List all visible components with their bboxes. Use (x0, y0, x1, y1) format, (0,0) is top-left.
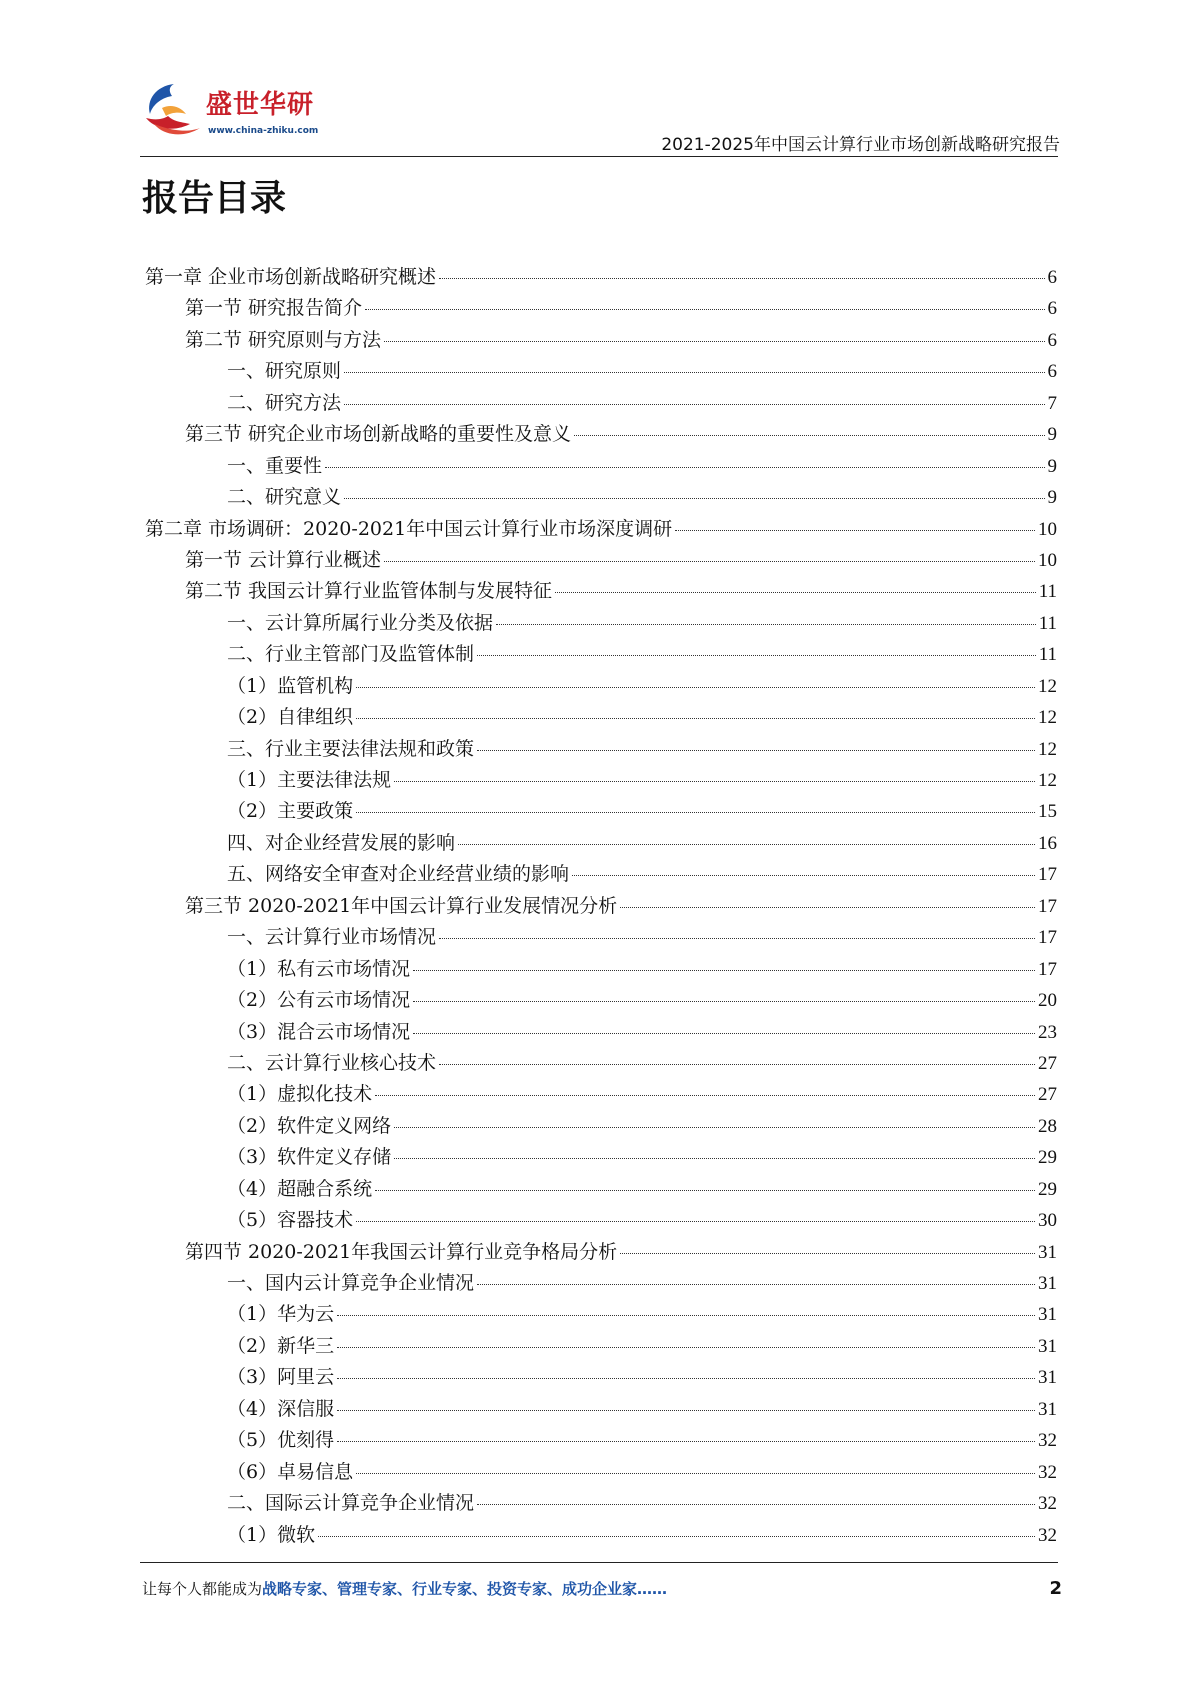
logo-url: www.china-zhiku.com (208, 126, 319, 136)
toc-entry-label: 第一节 研究报告简介 (185, 297, 363, 320)
toc-entry[interactable] (145, 954, 1057, 985)
toc-entry-page: 31 (1038, 1304, 1057, 1326)
toc-leader-dots (375, 1190, 1035, 1191)
toc-entry-page: 10 (1038, 549, 1057, 571)
toc-entry[interactable] (145, 1425, 1057, 1456)
toc-entry-label: （2）主要政策 (227, 800, 354, 823)
toc-leader-dots (365, 309, 1044, 310)
logo-emblem-icon (140, 78, 210, 142)
toc-entry[interactable] (145, 1520, 1057, 1551)
toc-entry[interactable] (145, 639, 1057, 670)
toc-entry[interactable] (145, 1457, 1057, 1488)
toc-entry[interactable] (145, 545, 1057, 576)
toc-entry-page: 12 (1038, 707, 1057, 729)
toc-leader-dots (439, 1064, 1035, 1065)
toc-entry-page: 29 (1038, 1178, 1057, 1200)
toc-leader-dots (344, 404, 1044, 405)
toc-leader-dots (572, 875, 1035, 876)
toc-entry-page: 11 (1038, 612, 1057, 634)
toc-entry[interactable] (145, 419, 1057, 450)
toc-leader-dots (344, 372, 1044, 373)
toc-leader-dots (325, 467, 1044, 468)
toc-entry-page: 17 (1038, 895, 1057, 917)
report-title: 2021-2025年中国云计算行业市场创新战略研究报告 (661, 135, 1060, 155)
toc-entry-page: 6 (1047, 329, 1057, 351)
toc-entry-label: 一、云计算所属行业分类及依据 (227, 611, 494, 634)
toc-entry-page: 6 (1047, 298, 1057, 320)
toc-entry[interactable] (145, 1142, 1057, 1173)
toc-entry-page: 32 (1038, 1524, 1057, 1546)
toc-leader-dots (477, 1284, 1035, 1285)
toc-entry-label: （2）软件定义网络 (227, 1114, 392, 1137)
footer-slogan-lead: 让每个人都能成为 (142, 1580, 263, 1598)
toc-entry-page: 31 (1038, 1273, 1057, 1294)
toc-entry-label: （6）卓易信息 (227, 1460, 354, 1483)
toc-leader-dots (337, 1315, 1035, 1316)
toc-leader-dots (344, 498, 1044, 499)
toc-entry-label: （3）阿里云 (227, 1366, 335, 1389)
toc-entry-label: （1）私有云市场情况 (227, 957, 411, 980)
page-number: 2 (1049, 1578, 1062, 1599)
toc-entry[interactable] (145, 325, 1057, 356)
toc-leader-dots (477, 1504, 1035, 1505)
toc-leader-dots (439, 938, 1035, 939)
toc-entry-page: 15 (1038, 801, 1057, 823)
toc-entry[interactable] (145, 734, 1057, 765)
toc-leader-dots (356, 718, 1035, 719)
footer-divider (140, 1562, 1058, 1563)
toc-entry-label: （1）监管机构 (227, 674, 354, 697)
toc-entry-page: 12 (1038, 770, 1057, 791)
toc-entry-label: （1）主要法律法规 (227, 769, 392, 791)
toc-entry-label: （1）微软 (227, 1523, 316, 1546)
company-logo (140, 78, 320, 150)
toc-entry-page: 9 (1047, 487, 1057, 509)
toc-entry-page: 27 (1038, 1052, 1057, 1074)
toc-entry-page: 30 (1038, 1210, 1057, 1232)
toc-entry-label: （2）新华三 (227, 1334, 335, 1357)
toc-entry-label: （1）华为云 (227, 1303, 335, 1326)
toc-entry[interactable] (145, 1268, 1057, 1299)
toc-entry-page: 17 (1038, 958, 1057, 980)
toc-entry-label: 第一章 企业市场创新战略研究概述 (145, 266, 437, 288)
toc-entry-page: 11 (1038, 644, 1057, 666)
toc-entry-page: 27 (1038, 1084, 1057, 1106)
toc-entry-label: 第二节 研究原则与方法 (185, 328, 382, 351)
toc-entry[interactable] (145, 796, 1057, 827)
toc-entry[interactable] (145, 828, 1057, 859)
toc-entry-label: 一、云计算行业市场情况 (227, 926, 437, 949)
toc-entry[interactable] (145, 388, 1057, 419)
toc-entry-page: 31 (1038, 1335, 1057, 1357)
toc-entry-page: 31 (1038, 1367, 1057, 1389)
header-divider (140, 156, 1058, 157)
toc-entry-label: 二、研究方法 (227, 391, 342, 414)
toc-leader-dots (620, 907, 1035, 908)
page-title: 报告目录 (142, 178, 287, 219)
toc-leader-dots (496, 624, 1036, 625)
toc-entry[interactable] (145, 262, 1057, 293)
toc-entry[interactable] (145, 482, 1057, 513)
toc-entry-label: 第二章 市场调研：2020-2021年中国云计算行业市场深度调研 (145, 517, 673, 540)
toc-leader-dots (356, 1473, 1035, 1474)
toc-leader-dots (337, 1347, 1035, 1348)
toc-entry-page: 7 (1047, 392, 1057, 414)
toc-leader-dots (384, 561, 1035, 562)
toc-entry[interactable] (145, 985, 1057, 1016)
toc-leader-dots (356, 812, 1035, 813)
toc-entry[interactable] (145, 765, 1057, 796)
toc-leader-dots (356, 1221, 1035, 1222)
toc-entry-label: 第四节 2020-2021年我国云计算行业竞争格局分析 (185, 1240, 618, 1263)
toc-leader-dots (413, 1001, 1035, 1002)
toc-leader-dots (439, 278, 1044, 279)
toc-entry-label: 第三节 2020-2021年中国云计算行业发展情况分析 (185, 894, 618, 917)
toc-entry[interactable] (145, 1017, 1057, 1048)
toc-entry[interactable] (145, 922, 1057, 953)
toc-entry-page: 17 (1038, 927, 1057, 949)
page-header (140, 78, 1060, 160)
toc-entry-page: 32 (1038, 1493, 1057, 1515)
toc-entry[interactable] (145, 1205, 1057, 1236)
toc-leader-dots (375, 1095, 1035, 1096)
toc-leader-dots (356, 687, 1035, 688)
toc-entry-page: 32 (1038, 1461, 1057, 1483)
toc-entry-label: （4）深信服 (227, 1397, 335, 1420)
toc-entry-label: 四、对企业经营发展的影响 (227, 831, 456, 854)
toc-entry-page: 6 (1047, 267, 1057, 288)
toc-entry[interactable] (145, 671, 1057, 702)
toc-entry-page: 10 (1038, 518, 1057, 540)
toc-entry[interactable] (145, 451, 1057, 482)
toc-entry-label: 二、研究意义 (227, 486, 342, 509)
toc-leader-dots (675, 530, 1035, 531)
toc-entry-label: 三、行业主要法律法规和政策 (227, 737, 475, 760)
toc-entry-page: 16 (1038, 832, 1057, 854)
footer-slogan-accent: 战略专家、管理专家、行业专家、投资专家、成功企业家…… (262, 1580, 668, 1598)
toc-entry-label: 二、行业主管部门及监管体制 (227, 643, 475, 666)
toc-leader-dots (337, 1441, 1035, 1442)
toc-entry[interactable] (145, 608, 1057, 639)
toc-entry[interactable] (145, 1331, 1057, 1362)
toc-entry-label: （4）超融合系统 (227, 1177, 373, 1200)
toc-entry-page: 31 (1038, 1398, 1057, 1420)
toc-leader-dots (337, 1378, 1035, 1379)
toc-entry[interactable] (145, 1174, 1057, 1205)
table-of-contents (145, 262, 1057, 1551)
toc-entry[interactable] (145, 1048, 1057, 1079)
toc-leader-dots (477, 750, 1035, 751)
toc-leader-dots (620, 1253, 1035, 1254)
toc-entry-label: （1）虚拟化技术 (227, 1083, 373, 1106)
toc-entry[interactable] (145, 576, 1057, 607)
toc-entry[interactable] (145, 702, 1057, 733)
toc-entry-label: 第一节 云计算行业概述 (185, 548, 382, 571)
toc-leader-dots (318, 1536, 1035, 1537)
toc-leader-dots (413, 970, 1035, 971)
toc-entry-label: 一、重要性 (227, 454, 323, 477)
toc-entry-page: 12 (1038, 738, 1057, 760)
toc-entry-page: 9 (1047, 424, 1057, 446)
toc-entry-page: 9 (1047, 455, 1057, 477)
toc-entry-label: （2）公有云市场情况 (227, 989, 411, 1012)
toc-entry-page: 20 (1038, 990, 1057, 1012)
toc-entry-page: 31 (1038, 1241, 1057, 1263)
toc-leader-dots (337, 1410, 1035, 1411)
toc-entry-label: （3）混合云市场情况 (227, 1020, 411, 1043)
toc-entry-page: 29 (1038, 1147, 1057, 1169)
toc-entry-page: 17 (1038, 864, 1057, 886)
toc-entry-label: 一、国内云计算竞争企业情况 (227, 1272, 475, 1294)
toc-entry-page: 23 (1038, 1021, 1057, 1043)
toc-leader-dots (394, 1127, 1035, 1128)
toc-entry[interactable] (145, 1394, 1057, 1425)
toc-entry[interactable] (145, 514, 1057, 545)
toc-entry-label: （3）软件定义存储 (227, 1146, 392, 1169)
toc-entry-label: 一、研究原则 (227, 360, 342, 383)
toc-entry-page: 11 (1038, 581, 1057, 603)
toc-leader-dots (555, 592, 1036, 593)
toc-leader-dots (458, 844, 1035, 845)
toc-entry-page: 32 (1038, 1430, 1057, 1452)
toc-leader-dots (394, 781, 1035, 782)
toc-entry-label: 二、国际云计算竞争企业情况 (227, 1492, 475, 1515)
toc-entry-page: 28 (1038, 1115, 1057, 1137)
toc-entry[interactable] (145, 859, 1057, 890)
toc-entry[interactable] (145, 1299, 1057, 1330)
toc-entry-label: （2）自律组织 (227, 706, 354, 729)
toc-entry-page: 6 (1047, 361, 1057, 383)
toc-entry-label: （5）容器技术 (227, 1209, 354, 1232)
toc-entry[interactable] (145, 293, 1057, 324)
toc-leader-dots (574, 435, 1044, 436)
toc-entry[interactable] (145, 356, 1057, 387)
logo-name: 盛世华研 (206, 90, 315, 120)
toc-entry-label: 第三节 研究企业市场创新战略的重要性及意义 (185, 423, 572, 446)
toc-leader-dots (477, 655, 1036, 656)
toc-entry-label: 五、网络安全审查对企业经营业绩的影响 (227, 863, 570, 886)
toc-leader-dots (413, 1033, 1035, 1034)
toc-entry[interactable] (145, 1362, 1057, 1393)
toc-leader-dots (384, 341, 1044, 342)
toc-entry-label: 二、云计算行业核心技术 (227, 1051, 437, 1074)
toc-entry-label: 第二节 我国云计算行业监管体制与发展特征 (185, 580, 553, 603)
toc-entry[interactable] (145, 891, 1057, 922)
toc-leader-dots (394, 1158, 1035, 1159)
page-footer (142, 1578, 1062, 1602)
toc-entry[interactable] (145, 1079, 1057, 1110)
toc-entry-page: 12 (1038, 675, 1057, 697)
toc-entry[interactable] (145, 1237, 1057, 1268)
toc-entry[interactable] (145, 1111, 1057, 1142)
toc-entry[interactable] (145, 1488, 1057, 1519)
toc-entry-label: （5）优刻得 (227, 1429, 335, 1452)
